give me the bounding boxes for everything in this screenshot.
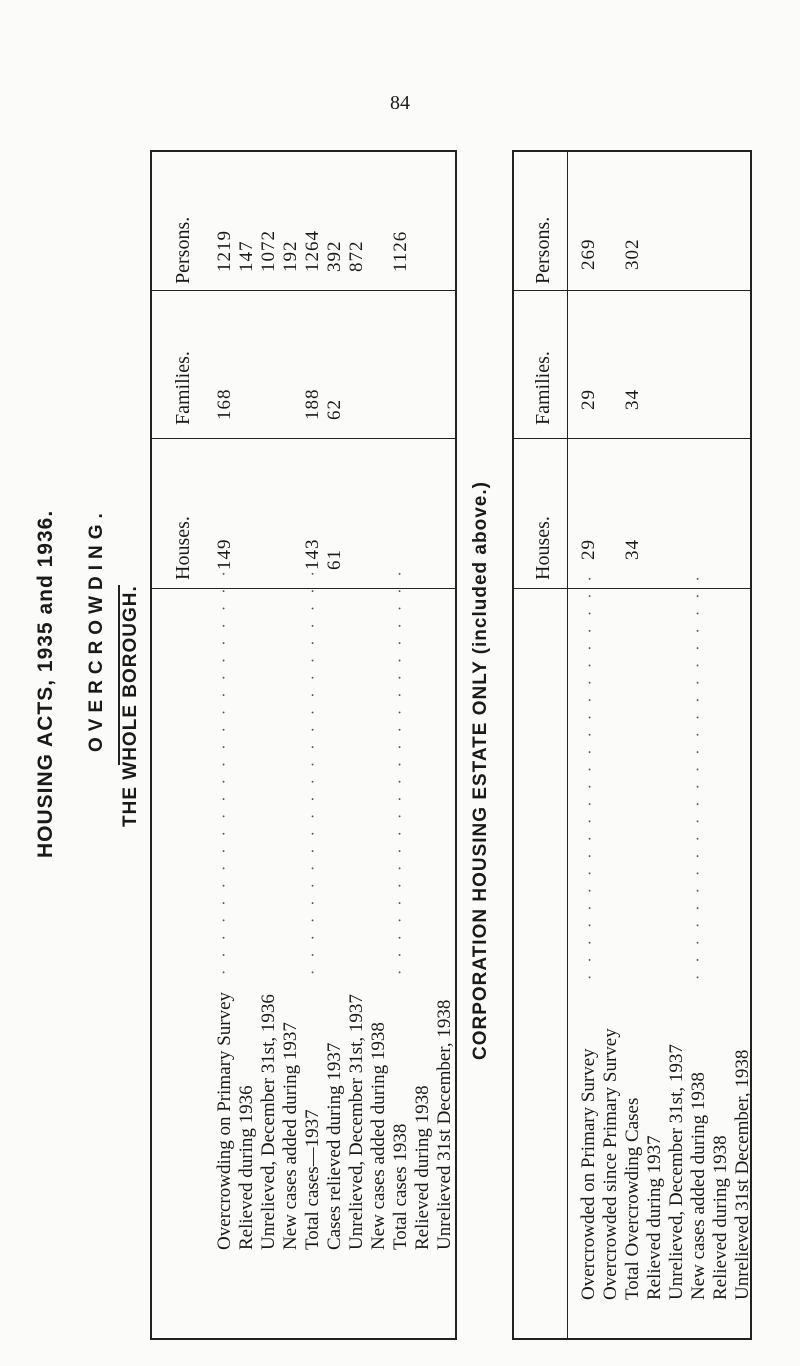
table1-row-label: Unrelieved, December 31st, 1937 — [346, 994, 367, 1250]
table1-cell: 61 — [324, 549, 345, 570]
table2-col-families: Families. — [532, 351, 554, 425]
leader-dots: · · · · · · · · · · · · · · · · · · · · · · · · — [690, 572, 707, 980]
table1-row-label: Relieved during 1936 — [236, 1085, 257, 1250]
table2-col-persons: Houses. — [532, 516, 554, 580]
table1-cell: 872 — [346, 240, 367, 272]
table2-top-rule — [512, 150, 752, 152]
table1-left-rule — [150, 150, 152, 1340]
table1-bottom-rule — [150, 1338, 457, 1340]
table1-cell: 392 — [324, 240, 345, 272]
table1-row-label: Total cases—1937 — [302, 1109, 323, 1250]
table1-cell: 62 — [324, 399, 345, 420]
table1-cell: 168 — [214, 388, 235, 420]
table1-cell: 147 — [236, 240, 257, 272]
table1-row-label: Total cases 1938 — [390, 1123, 411, 1250]
document-subtitle: OVERCROWDING. — [86, 507, 107, 752]
table2-row-label: Overcrowded on Primary Survey — [578, 1048, 599, 1300]
table1-row-label: Unrelieved 31st December, 1938 — [434, 999, 455, 1250]
leader-dots: · · · · · · · · · · · · · · · · · · · · · · · · — [216, 567, 233, 975]
table1-col-persons: Houses. — [172, 516, 194, 580]
table2-col-rule — [512, 290, 752, 291]
table1-top-rule — [150, 150, 457, 152]
table2-cell: 34 — [622, 389, 643, 410]
table2-header-rule — [567, 150, 568, 1340]
table2-bottom-rule — [512, 1338, 752, 1340]
table2-row-label: Unrelieved, December 31st, 1937 — [666, 1044, 687, 1300]
leader-dots: · · · · · · · · · · · · · · · · · · · · · · · · — [582, 572, 599, 980]
table2-cell: 302 — [622, 238, 643, 270]
table2-title: CORPORATION HOUSING ESTATE ONLY (included above.) — [470, 481, 491, 1060]
table2-row-label: Overcrowded since Primary Survey — [600, 1028, 621, 1300]
table2-left-rule — [512, 150, 514, 1340]
table2-cell: 269 — [578, 238, 599, 270]
table1-row-label: New cases added during 1938 — [368, 1022, 389, 1250]
page-number: 84 — [390, 92, 410, 114]
table1-cell: 143 — [302, 538, 323, 570]
table2-cell: 29 — [578, 389, 599, 410]
table1-col-houses: Persons. — [172, 216, 194, 284]
table2-cell: 29 — [578, 539, 599, 560]
table1-row-label: New cases added during 1937 — [280, 1022, 301, 1250]
table2-col-rule — [512, 588, 752, 589]
table2-row-label: Relieved during 1938 — [710, 1135, 731, 1300]
table1-row-label: Overcrowding on Primary Survey — [214, 991, 235, 1250]
table1-row-label: Cases relieved during 1937 — [324, 1042, 345, 1250]
divider — [118, 585, 120, 765]
table2-row-label: Relieved during 1937 — [644, 1135, 665, 1300]
table1-cell: 149 — [214, 538, 235, 570]
table2-col-houses: Persons. — [532, 216, 554, 284]
section-heading: THE WHOLE BOROUGH. — [120, 585, 141, 827]
table1-cell: 192 — [280, 240, 301, 272]
table1-cell: 1072 — [258, 230, 279, 272]
leader-dots: · · · · · · · · · · · · · · · · · · · · · · · · — [392, 567, 409, 975]
table2-col-rule — [512, 438, 752, 439]
table2-row-label: Unrelieved 31st December, 1938 — [732, 1049, 753, 1300]
leader-dots: · · · · · · · · · · · · · · · · · · · · · · · · — [305, 567, 322, 975]
document-title: HOUSING ACTS, 1935 and 1936. — [34, 509, 57, 858]
table1-row-label: Unrelieved, December 31st, 1936 — [258, 994, 279, 1250]
table1-col-rule — [150, 438, 457, 439]
table1-col-families: Families. — [172, 351, 194, 425]
table1-cell: 1264 — [302, 230, 323, 272]
table1-row-label: Relieved during 1938 — [412, 1085, 433, 1250]
table1-col-rule — [150, 290, 457, 291]
table1-cell: 188 — [302, 388, 323, 420]
table1-col-rule — [150, 588, 457, 589]
table1-cell: 1126 — [390, 230, 411, 272]
table1-cell: 1219 — [214, 230, 235, 272]
table2-row-label: Total Overcrowding Cases — [622, 1097, 643, 1300]
table2-cell: 34 — [622, 539, 643, 560]
table2-row-label: New cases added during 1938 — [688, 1072, 709, 1300]
